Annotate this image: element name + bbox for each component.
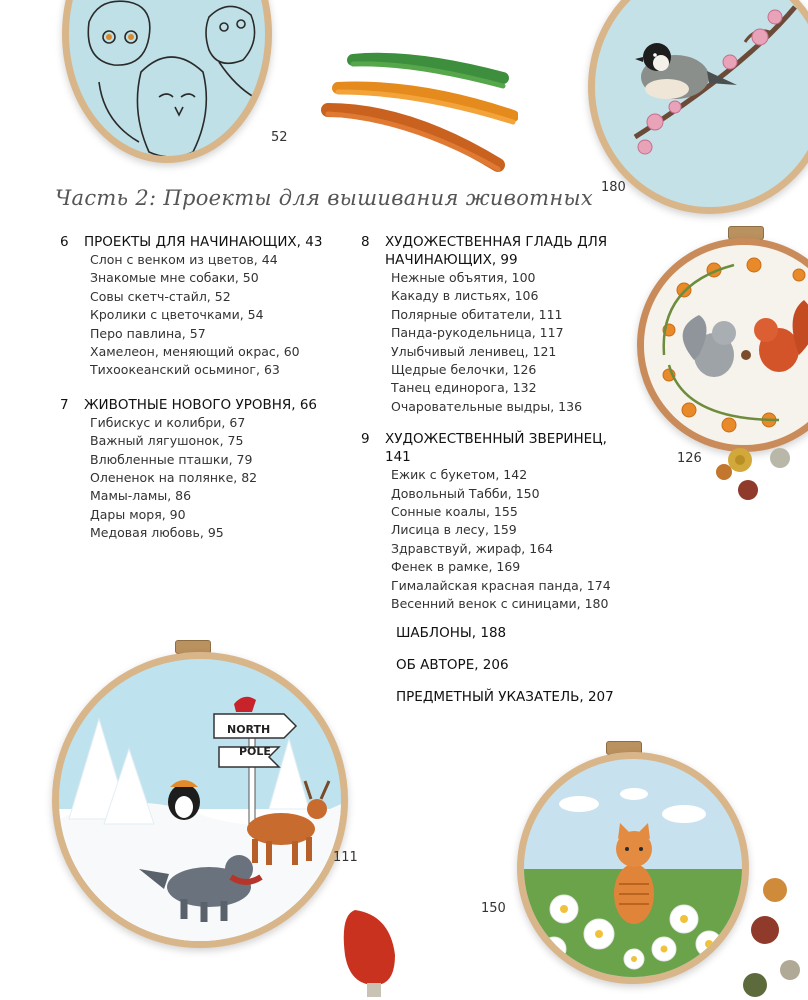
owls-embroidery-hoop bbox=[62, 0, 272, 163]
chapter-number: 7 bbox=[60, 396, 69, 413]
toc-entry[interactable]: Очаровательные выдры, 136 bbox=[391, 398, 583, 414]
owls-embroidery-image bbox=[69, 0, 265, 156]
chapter-title: ПРОЕКТЫ ДЛЯ НАЧИНАЮЩИХ, 43 bbox=[84, 234, 323, 250]
chapter-number: 6 bbox=[60, 234, 69, 250]
chapter-number: 8 bbox=[361, 234, 370, 250]
chapter-heading[interactable] bbox=[361, 430, 631, 466]
owls-page-number: 52 bbox=[271, 130, 288, 145]
toc-entry[interactable]: Щедрые белочки, 126 bbox=[391, 362, 537, 378]
north-pole-sign-text: NORTH POLE bbox=[227, 723, 271, 758]
toc-entry[interactable]: Фенек в рамке, 169 bbox=[391, 559, 521, 575]
chapter-heading[interactable] bbox=[60, 396, 350, 414]
toc-entry[interactable]: Медовая любовь, 95 bbox=[90, 525, 224, 541]
chapter-number: 9 bbox=[361, 431, 370, 448]
toc-entry[interactable]: Влюбленные пташки, 79 bbox=[90, 451, 253, 467]
squirrels-page-number: 126 bbox=[677, 451, 702, 466]
toc-entry[interactable]: Здравствуй, жираф, 164 bbox=[391, 540, 554, 556]
chapter-9 bbox=[361, 430, 631, 613]
chapter-heading[interactable] bbox=[361, 233, 631, 269]
squirrels-embroidery-hoop bbox=[637, 238, 808, 452]
toc-entry[interactable]: Ежик с букетом, 142 bbox=[391, 467, 528, 483]
toc-entry[interactable]: Полярные обитатели, 111 bbox=[391, 306, 563, 322]
chapter-6 bbox=[60, 233, 350, 380]
toc-entry[interactable]: Хамелеон, меняющий окрас, 60 bbox=[90, 344, 300, 360]
toc-entry[interactable]: Перо павлина, 57 bbox=[90, 325, 206, 341]
toc-about-author[interactable]: ОБ АВТОРЕ, 206 bbox=[396, 657, 509, 673]
sewing-buttons-image bbox=[735, 870, 808, 1000]
toc-entry[interactable]: Довольный Табби, 150 bbox=[391, 485, 540, 501]
chapter-title: ЖИВОТНЫЕ НОВОГО УРОВНЯ, 66 bbox=[84, 396, 318, 413]
toc-entry[interactable]: Знакомые мне собаки, 50 bbox=[90, 270, 259, 286]
toc-index[interactable]: ПРЕДМЕТНЫЙ УКАЗАТЕЛЬ, 207 bbox=[396, 689, 614, 705]
toc-entry[interactable]: Дары моря, 90 bbox=[90, 506, 186, 522]
chickadee-embroidery-image bbox=[595, 0, 808, 207]
north-pole-page-number: 111 bbox=[333, 850, 358, 865]
toc-entry[interactable]: Танец единорога, 132 bbox=[391, 380, 537, 396]
cat-embroidery-hoop bbox=[517, 752, 749, 984]
cat-embroidery-image bbox=[524, 759, 742, 977]
christmas-bulb-image bbox=[335, 905, 415, 1000]
chapter-heading[interactable] bbox=[60, 233, 350, 251]
chapter-8 bbox=[361, 233, 631, 416]
toc-entry[interactable]: Слон с венком из цветов, 44 bbox=[90, 252, 278, 267]
toc-entry[interactable]: Мамы-ламы, 86 bbox=[90, 488, 192, 504]
toc-entry[interactable]: Улыбчивый ленивец, 121 bbox=[391, 343, 557, 359]
chapter-7 bbox=[60, 396, 350, 543]
squirrels-embroidery-image bbox=[644, 245, 808, 445]
chapter-title: ХУДОЖЕСТВЕННАЯ ГЛАДЬ ДЛЯ НАЧИНАЮЩИХ, 99 bbox=[385, 234, 608, 268]
sewing-buttons-image bbox=[710, 440, 808, 510]
toc-entry[interactable]: Важный лягушонок, 75 bbox=[90, 433, 244, 449]
toc-templates[interactable]: ШАБЛОНЫ, 188 bbox=[396, 625, 507, 641]
cat-page-number: 150 bbox=[481, 901, 506, 916]
embroidery-threads-image bbox=[318, 48, 518, 178]
toc-entry[interactable]: Лисица в лесу, 159 bbox=[391, 522, 517, 538]
toc-entry[interactable]: Весенний венок с синицами, 180 bbox=[391, 596, 609, 612]
toc-entry[interactable]: Сонные коалы, 155 bbox=[391, 504, 518, 520]
toc-left-column bbox=[60, 233, 350, 555]
toc-entry[interactable]: Гималайская красная панда, 174 bbox=[391, 577, 611, 593]
chickadee-page-number: 180 bbox=[601, 180, 626, 195]
toc-entry[interactable]: Кролики с цветочками, 54 bbox=[90, 307, 264, 323]
north-pole-embroidery-hoop bbox=[52, 652, 348, 948]
section-title: Часть 2: Проекты для вышивания животных bbox=[55, 186, 594, 210]
toc-entry[interactable]: Совы скетч-стайл, 52 bbox=[90, 288, 231, 304]
toc-entry[interactable]: Какаду в листьях, 106 bbox=[391, 288, 539, 304]
toc-entry[interactable]: Тихоокеанский осьминог, 63 bbox=[90, 362, 280, 378]
toc-entry[interactable]: Олененок на полянке, 82 bbox=[90, 470, 258, 486]
north-pole-embroidery-image bbox=[59, 659, 341, 941]
toc-entry[interactable]: Гибискус и колибри, 67 bbox=[90, 414, 246, 430]
toc-entry[interactable]: Панда-рукодельница, 117 bbox=[391, 325, 564, 341]
toc-entry[interactable]: Нежные объятия, 100 bbox=[391, 270, 536, 285]
toc-right-column bbox=[361, 233, 631, 626]
chapter-title: ХУДОЖЕСТВЕННЫЙ ЗВЕРИНЕЦ, 141 bbox=[385, 431, 607, 466]
